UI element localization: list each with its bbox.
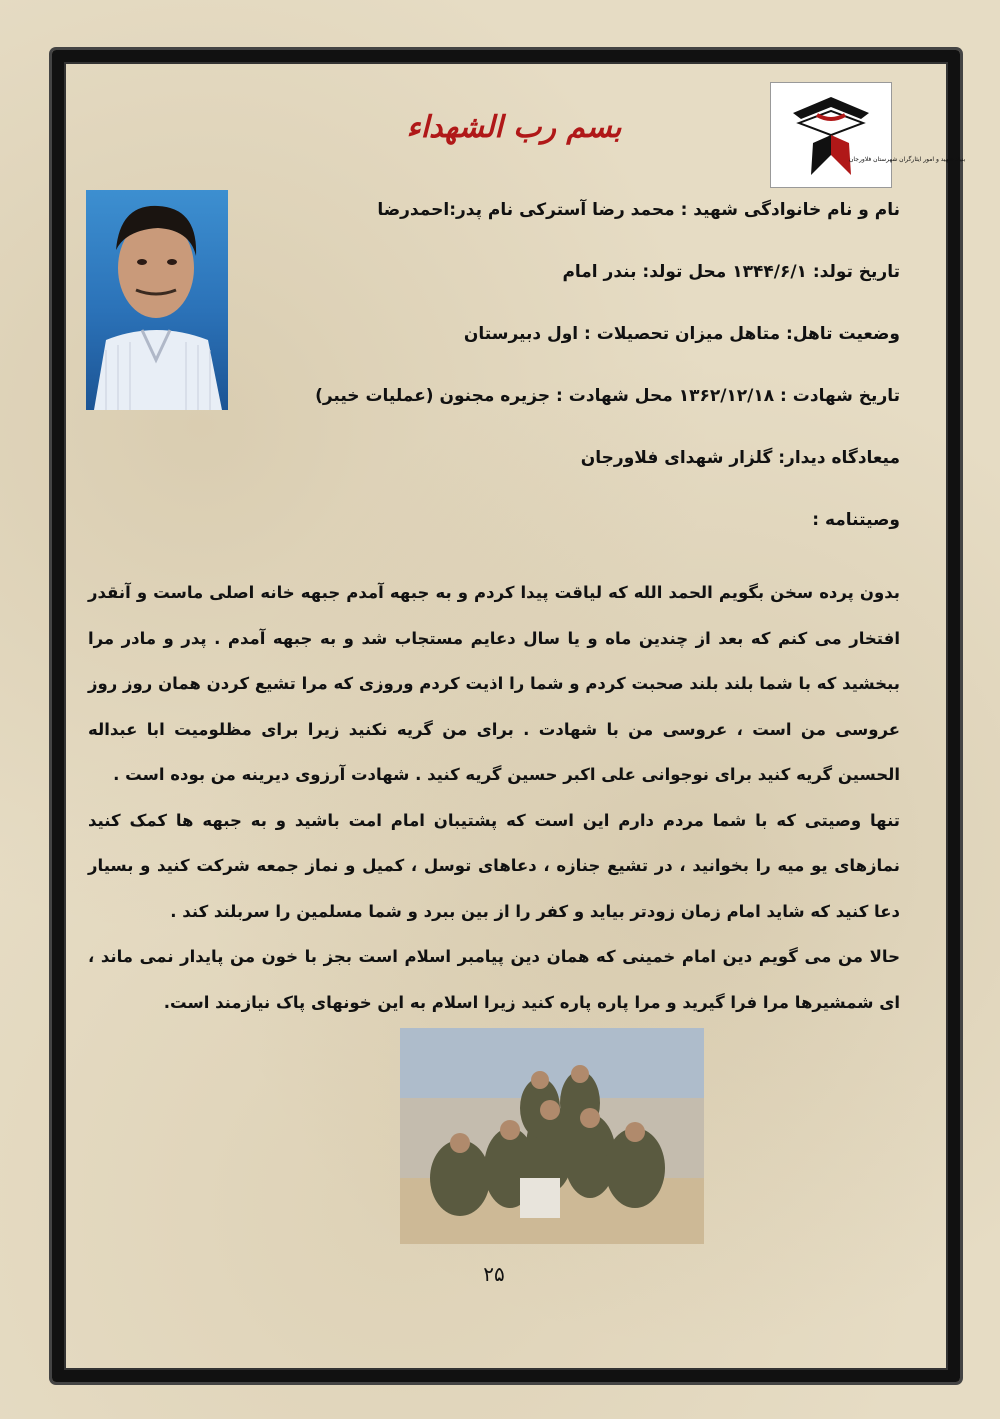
logo-text: بنیاد شهید و امور ایثارگران شهرستان فلاورجان	[849, 156, 966, 163]
birth-line: تاریخ تولد: ۱۳۴۴/۶/۱ محل تولد: بندر امام	[562, 262, 900, 282]
martyr-portrait	[86, 190, 228, 410]
name-line: نام و نام خانوادگی شهید : محمد رضا آسترکی نام پدر:احمدرضا	[377, 200, 900, 220]
meeting-place-line: میعادگاه دیدار: گلزار شهدای فلاورجان	[580, 448, 900, 468]
will-paragraph-2: تنها وصیتی که با شما مردم دارم این است که پشتیبان امام امت باشید و به جبهه ها کمک کنید نمازهای یو میه را بخوانید ، در تشیع جنازه ، دعاهای توسل ، کمیل و نماز جمعه شرکت کنید و بسیار دعا کنید که شاید امام زمان زودتر بیاید و کفر را از بین ببرد و شما مسلمین را سربلند کند .	[88, 810, 900, 921]
foundation-logo	[770, 82, 966, 188]
will-text-final	[88, 934, 900, 1025]
page	[64, 62, 966, 1346]
marital-line: وضعیت تاهل: متاهل میزان تحصیلات : اول دبیرستان	[463, 324, 900, 344]
group-photo	[400, 1028, 704, 1244]
page-number: ۲۵	[483, 1262, 505, 1286]
page-title: بسم رب الشهداء	[406, 110, 622, 145]
will-paragraph-3: حالا من می گویم دین امام خمینی که همان دین پیامبر اسلام است بجز با خون من پایدار نمی ماند ، ای شمشیرها مرا فرا گیرید و مرا پاره پاره کنید زیرا اسلام به این خونهای پاک نیازمند است.	[88, 947, 900, 1012]
will-text	[88, 570, 900, 934]
will-heading: وصیتنامه :	[812, 510, 900, 530]
will-paragraph-1: بدون پرده سخن بگویم الحمد الله که لیاقت پیدا کردم و به جبهه آمدم جبهه خانه اصلی ماست و آنقدر افتخار می کنم که بعد از چندین ماه و یا سال دعایم مستجاب شد و به جبهه آمدم . پدر و مادر مرا ببخشید که با شما بلند بلند صحبت کردم و شما را اذیت کردم وروزی که مرا تشیع کردن همان روز روز عروسی من است ، عروسی من با شهادت . برای من گریه نکنید زیرا برای مظلومیت ابا عبداله الحسین گریه کنید برای نوجوانی علی اکبر حسین گریه کنید . شهادت آرزوی دیرینه من بوده است .	[88, 583, 900, 784]
martyrdom-line: تاریخ شهادت : ۱۳۶۲/۱۲/۱۸ محل شهادت : جزیره مجنون (عملیات خیبر)	[315, 386, 900, 406]
